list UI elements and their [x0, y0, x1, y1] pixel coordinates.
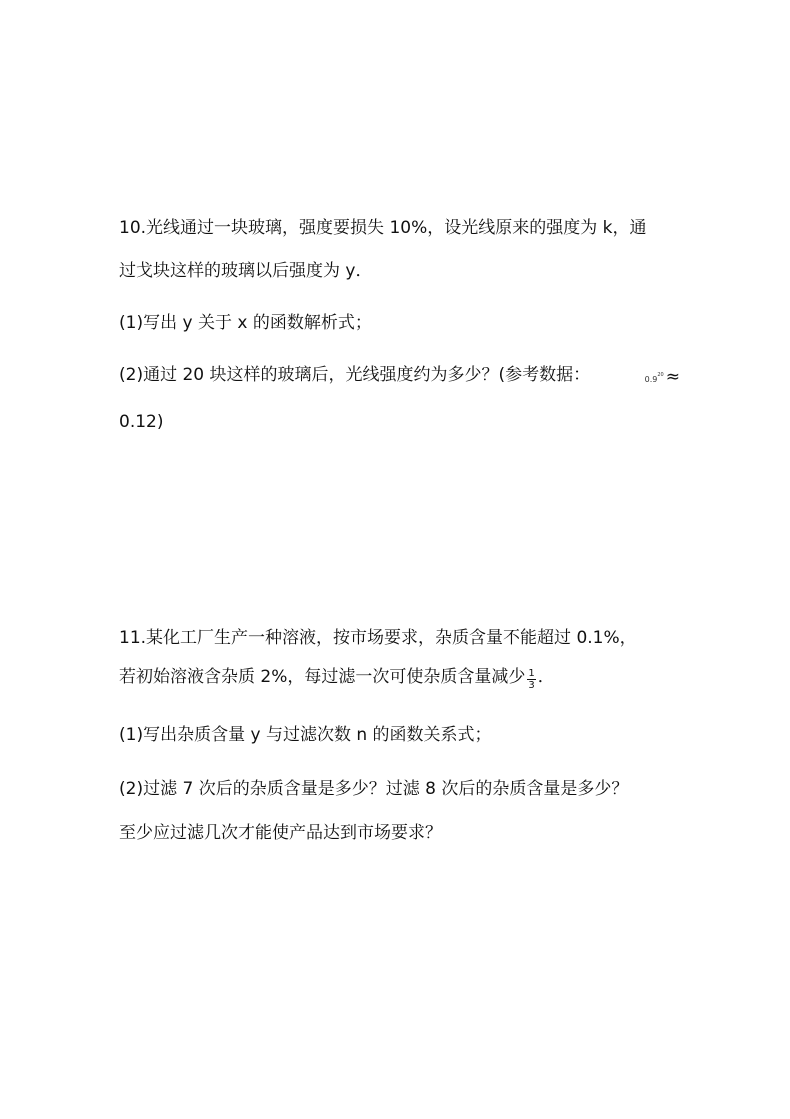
- fraction-denominator: 3: [528, 680, 535, 691]
- problem11-line1-text: 11.某化工厂生产一种溶液，按市场要求，杂质含量不能超过 0.1%，: [119, 628, 637, 648]
- problem11-line2: [119, 666, 680, 691]
- problem11-question2: [119, 778, 680, 800]
- problem11-question3: [119, 822, 680, 844]
- problem10-line2: [119, 260, 680, 282]
- fraction-one-third: [527, 668, 535, 691]
- problem10-line1-text: 10.光线通过一块玻璃，强度要损失 10%，设光线原来的强度为 k，通: [119, 218, 647, 238]
- problem11-line2-end: ．: [537, 667, 555, 687]
- problem11-question1-text: (1)写出杂质含量 y 与过滤次数 n 的函数关系式；: [119, 725, 492, 745]
- fraction-numerator: 1: [528, 668, 535, 679]
- problem11-question3-text: 至少应过滤几次才能使产品达到市场要求？: [119, 823, 442, 843]
- problem11-line2-text: 若初始溶液含杂质 2%，每过滤一次可使杂质含量减少: [119, 667, 526, 687]
- problem10-question1-text: (1)写出 y 关于 x 的函数解析式；: [119, 313, 372, 333]
- formula-exponent: 20: [657, 372, 664, 378]
- problem10-question2-cont: [119, 411, 680, 433]
- problem10-question2-formula: [643, 364, 680, 391]
- problem10-question2-text: (2)通过 20 块这样的玻璃后，光线强度约为多少？(参考数据：: [119, 365, 591, 385]
- formula-base: 0.9: [644, 375, 658, 384]
- problem10-line1: [119, 217, 680, 239]
- problem10-question2-value: 0.12): [119, 412, 164, 432]
- problem11-line1: [119, 627, 680, 649]
- approx-symbol: ≈: [665, 367, 680, 387]
- problem10-line2-text: 过戈块这样的玻璃以后强度为 y．: [119, 261, 373, 281]
- problem11-question2-text: (2)过滤 7 次后的杂质含量是多少？过滤 8 次后的杂质含量是多少？: [119, 779, 629, 799]
- problem10-question1: [119, 312, 680, 334]
- problem10-question2: [119, 364, 680, 391]
- problem11-question1: [119, 724, 680, 746]
